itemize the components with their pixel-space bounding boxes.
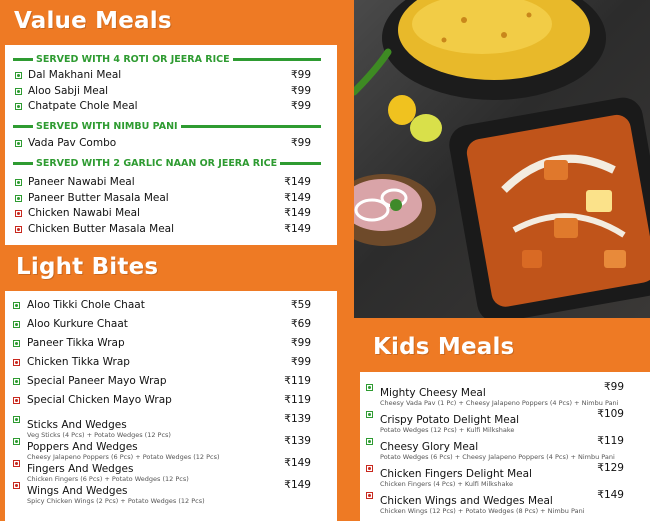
nonveg-icon	[366, 465, 373, 472]
menu-item[interactable]	[13, 356, 325, 375]
item-name: Vada Pav Combo	[28, 136, 117, 149]
section-header-label: SERVED WITH 4 ROTI OR JEERA RICE	[36, 53, 230, 65]
veg-icon	[15, 103, 22, 110]
item-name: Aloo Kurkure Chaat	[27, 318, 128, 330]
item-name: Dal Makhani Meal	[28, 69, 122, 81]
item-price: ₹99	[290, 100, 311, 112]
section-header-label: SERVED WITH NIMBU PANI	[36, 121, 178, 132]
section-header	[13, 54, 321, 64]
menu-item[interactable]	[366, 381, 638, 408]
item-name: Poppers And Wedges	[27, 441, 138, 453]
food-photo	[354, 0, 650, 318]
item-name: Chatpate Chole Meal	[28, 100, 138, 112]
item-price: ₹99	[290, 69, 311, 81]
item-description: Chicken Fingers (6 Pcs) + Potato Wedges (12 Pcs)	[27, 475, 189, 483]
menu-item[interactable]	[9, 223, 325, 239]
kids-meals-title: Kids Meals	[373, 334, 515, 360]
menu-item[interactable]	[366, 489, 638, 516]
veg-icon	[15, 195, 22, 202]
veg-icon	[13, 378, 20, 385]
menu-item[interactable]	[9, 100, 325, 116]
veg-icon	[15, 140, 22, 147]
item-description: Cheesy Vada Pav (1 Pc) + Cheesy Jalapeno Poppers (4 Pcs) + Nimbu Pani	[380, 399, 619, 407]
veg-icon	[366, 384, 373, 391]
nonveg-icon	[13, 397, 20, 404]
menu-item[interactable]	[366, 408, 638, 435]
veg-icon	[13, 302, 20, 309]
veg-icon	[15, 72, 22, 79]
item-price: ₹139	[284, 413, 311, 425]
veg-icon	[15, 179, 22, 186]
item-name: Paneer Nawabi Meal	[28, 176, 135, 188]
kids-meals-panel	[360, 372, 650, 521]
item-name: Crispy Potato Delight Meal	[380, 414, 520, 426]
section-header	[13, 122, 321, 132]
menu-item[interactable]	[9, 192, 325, 208]
item-price: ₹149	[284, 457, 311, 469]
item-description: Chicken Wings (12 Pcs) + Potato Wedges (8 Pcs) + Nimbu Pani	[380, 507, 585, 515]
item-name: Chicken Nawabi Meal	[28, 207, 140, 219]
item-price: ₹149	[597, 489, 624, 501]
menu-item[interactable]	[366, 462, 638, 489]
item-name: Chicken Butter Masala Meal	[28, 222, 175, 235]
veg-icon	[366, 411, 373, 418]
item-price: ₹149	[284, 479, 311, 491]
veg-icon	[366, 438, 373, 445]
item-price: ₹129	[597, 462, 624, 474]
item-price: ₹69	[290, 318, 311, 330]
item-price: ₹99	[290, 356, 311, 368]
item-name: Aloo Sabji Meal	[28, 84, 109, 97]
menu-item[interactable]	[13, 479, 325, 505]
nonveg-icon	[15, 226, 22, 233]
veg-icon	[13, 416, 20, 423]
menu-item[interactable]	[13, 457, 325, 483]
menu-item[interactable]	[13, 413, 325, 439]
item-description: Chicken Fingers (4 Pcs) + Kulfi Milkshake	[380, 480, 513, 488]
item-name: Chicken Tikka Wrap	[27, 356, 130, 368]
item-price: ₹109	[597, 408, 624, 420]
veg-icon	[15, 88, 22, 95]
item-price: ₹149	[284, 207, 311, 219]
nonveg-icon	[15, 210, 22, 217]
veg-icon	[13, 438, 20, 445]
item-description: Veg Sticks (4 Pcs) + Potato Wedges (12 Pcs)	[27, 431, 171, 439]
item-name: Aloo Tikki Chole Chaat	[27, 299, 145, 311]
item-price: ₹119	[284, 375, 311, 387]
item-description: Potato Wedges (6 Pcs) + Cheesy Jalapeno Poppers (4 Pcs) + Nimbu Pani	[380, 453, 615, 461]
item-price: ₹149	[284, 176, 311, 188]
item-price: ₹99	[290, 337, 311, 349]
item-price: ₹99	[290, 84, 311, 97]
item-description: Cheesy Jalapeno Poppers (6 Pcs) + Potato Wedges (12 Pcs)	[27, 453, 220, 461]
item-description: Spicy Chicken Wings (2 Pcs) + Potato Wedges (12 Pcs)	[27, 497, 205, 505]
nonveg-icon	[13, 482, 20, 489]
item-price: ₹99	[290, 136, 311, 149]
section-header-label: SERVED WITH 2 GARLIC NAAN OR JEERA RICE	[36, 157, 278, 169]
item-name: Paneer Butter Masala Meal	[28, 191, 169, 204]
value-meals-title: Value Meals	[14, 8, 172, 34]
item-description: Potato Wedges (12 Pcs) + Kulfi Milkshake	[380, 426, 515, 434]
item-name: Fingers And Wedges	[27, 463, 134, 475]
item-name: Mighty Cheesy Meal	[380, 387, 486, 399]
item-price: ₹119	[284, 394, 311, 406]
item-name: Wings And Wedges	[27, 485, 128, 497]
value-meals-panel	[5, 45, 337, 245]
item-name: Sticks And Wedges	[27, 419, 127, 431]
veg-icon	[13, 340, 20, 347]
item-price: ₹139	[284, 435, 311, 447]
menu-item[interactable]	[9, 69, 325, 85]
item-name: Cheesy Glory Meal	[380, 441, 479, 453]
menu-item[interactable]	[13, 435, 325, 461]
menu-item[interactable]	[9, 85, 325, 101]
light-bites-title: Light Bites	[16, 254, 159, 280]
item-name: Special Paneer Mayo Wrap	[27, 375, 167, 387]
item-name: Special Chicken Mayo Wrap	[27, 394, 172, 406]
menu-item[interactable]	[13, 318, 325, 337]
nonveg-icon	[13, 460, 20, 467]
section-header	[13, 158, 321, 168]
light-bites-panel	[5, 291, 337, 521]
item-name: Paneer Tikka Wrap	[27, 337, 125, 349]
nonveg-icon	[366, 492, 373, 499]
item-price: ₹59	[290, 299, 311, 311]
food-illustration	[354, 0, 650, 318]
item-name: Chicken Wings and Wedges Meal	[380, 495, 553, 507]
item-price: ₹149	[284, 222, 311, 235]
menu-item[interactable]	[13, 375, 325, 394]
menu-item[interactable]	[13, 394, 325, 413]
menu-item[interactable]	[9, 176, 325, 192]
menu-item[interactable]	[13, 337, 325, 356]
menu-item[interactable]	[9, 137, 325, 153]
menu-item[interactable]	[9, 207, 325, 223]
item-name: Chicken Fingers Delight Meal	[380, 468, 532, 480]
item-price: ₹149	[284, 191, 311, 204]
menu-item[interactable]	[366, 435, 638, 462]
item-price: ₹99	[603, 381, 624, 393]
menu-item[interactable]	[13, 299, 325, 318]
veg-icon	[13, 321, 20, 328]
nonveg-icon	[13, 359, 20, 366]
item-price: ₹119	[597, 435, 624, 447]
